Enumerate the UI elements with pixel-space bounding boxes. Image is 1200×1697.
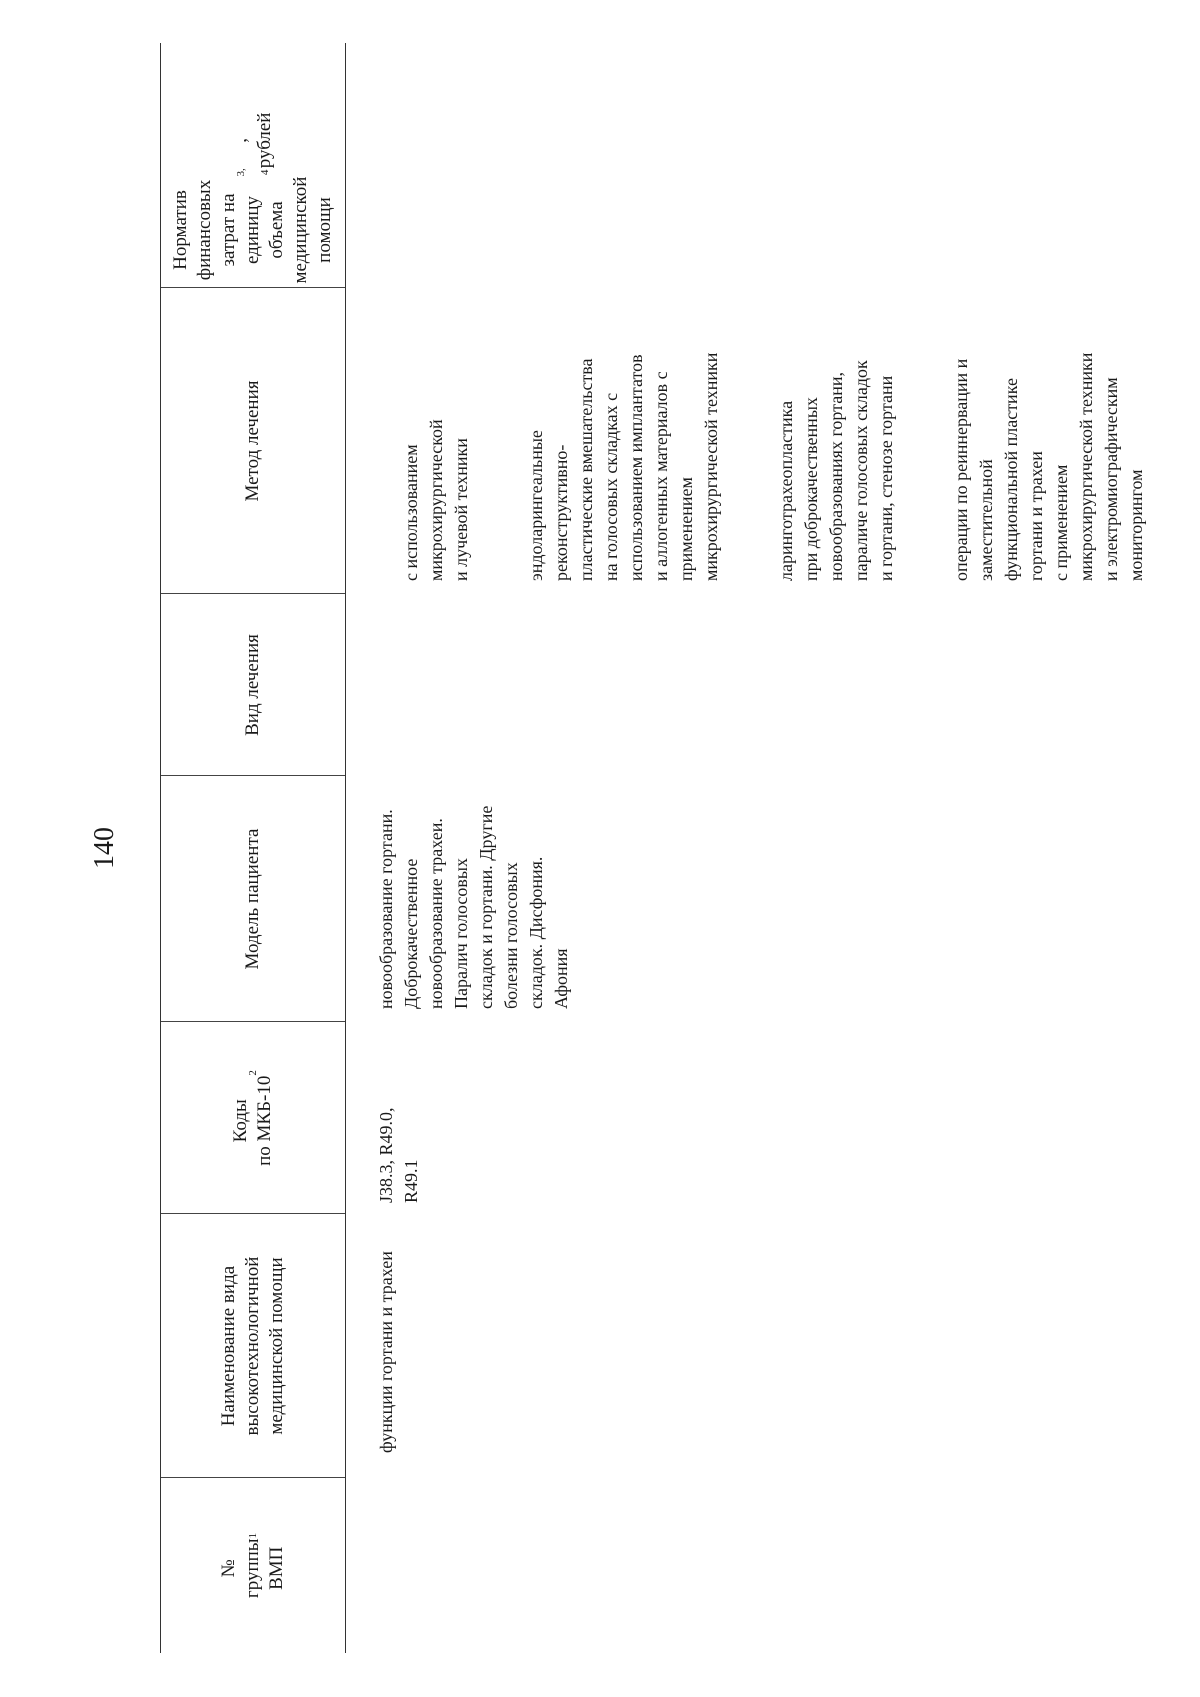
table-header [160,43,346,1653]
method-item: с использованием микрохирургической и лучевой техники [401,419,471,581]
header-model: Модель пациента [242,828,263,970]
page-number: 140 [89,827,120,869]
header-codes: Коды по МКБ-10 2 [230,1070,275,1166]
cell-methods [374,281,1199,581]
header-treatment-type: Вид лечения [242,634,263,736]
cell-codes: J38.3, R49.0, R49.1 [376,1107,421,1203]
header-cost-norm: Норматив финансовых затрат на единицу объема медицинской помощи 3, 4 , рублей [170,112,335,284]
vmp-table [160,43,1200,1653]
method-item: эндоларингеальные реконструктивно- пластические вмешательства на голосовых складках с использованием имплантатов и аллогенных материалов с применением микрохирургической техники [526,352,721,581]
cell-model: новообразование гортани. Доброкачественное новообразование трахеи. Паралич голосовых складок и гортани. Другие болезни голосовых складок. Дисфония. Афония [376,805,571,1009]
method-item: ларинготрахеопластика при доброкачественных новообразованиях гортани, параличе голосовых складок и гортани, стенозе гортани [776,360,896,581]
header-group-no: № группы ВМП 1 [218,1532,287,1599]
method-item: операции по реиннервации и заместительной функциональной пластике гортани и трахеи с применением микрохирургической техники и электромиографическим мониторингом [951,352,1146,581]
header-method: Метод лечения [242,380,263,502]
header-name: Наименование вида высокотехнологичной медицинской помощи [218,1256,287,1436]
cell-name: функции гортани и трахеи [376,1251,396,1453]
